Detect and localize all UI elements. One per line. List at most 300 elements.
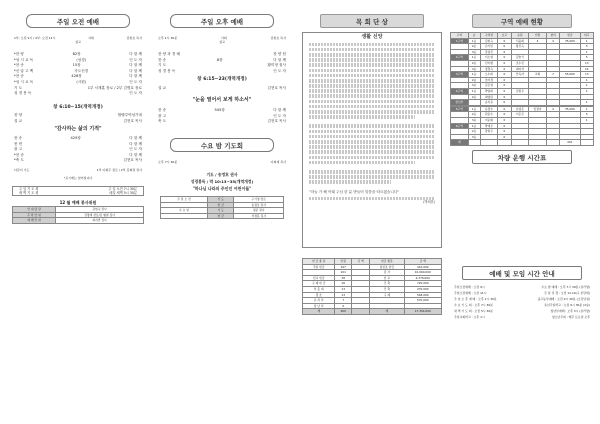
- wednesday-prayer: 기도 / 송정호 권사: [206, 172, 238, 177]
- meeting-time: 주 일 오전 7시 30분: [108, 187, 137, 191]
- table-cell: 6구역: [451, 123, 469, 129]
- table-cell: 0: [498, 38, 511, 44]
- prayer-meeting-box: [12, 186, 144, 196]
- meeting-time: 주 일 오 후 예 배 : 오후 1시 30분: [454, 297, 497, 301]
- table-cell: 3순: [468, 83, 480, 89]
- table-cell: [498, 140, 511, 146]
- meeting-time: 새 벽 기 도 회 : 오전 5시 30분: [454, 309, 493, 313]
- order-leader: 인 도 자: [129, 57, 142, 62]
- table-cell: 안 내 담 당: [13, 207, 56, 213]
- table-cell: 장 년 부: [303, 303, 335, 309]
- table-header: 비고: [580, 33, 593, 39]
- order-item: 찬 송: [158, 108, 167, 112]
- order-leader: 김현호 목사: [123, 118, 142, 123]
- table-cell: [480, 140, 498, 146]
- section-title-text: 수요 밤 기도회: [200, 141, 244, 150]
- order-leader: 다 함 께: [129, 68, 142, 73]
- order-item: 봉 헌: [14, 141, 23, 146]
- table-row: [303, 309, 442, 315]
- service-order-row: [152, 119, 292, 125]
- table-cell: 교회: [529, 72, 547, 78]
- section-title-zones: [472, 14, 572, 28]
- meeting-time: 중고등부예배 : 오전 9시 30분 (소강당실): [537, 297, 590, 301]
- table-header: 인원: [529, 33, 547, 39]
- order-item: *성 시 교 독: [14, 79, 34, 84]
- moderator-label: 사회: [220, 36, 227, 40]
- table-cell: 0: [498, 60, 511, 66]
- table-cell: 헌 금: [207, 202, 233, 208]
- table-cell: 구기영 장로: [234, 197, 284, 203]
- table-cell: 1: [580, 49, 593, 55]
- article-signature: (박희찬): [423, 200, 435, 205]
- table-cell: 조미경: [480, 77, 498, 83]
- table-cell: 김은영: [480, 83, 498, 89]
- order-of-service-3: [152, 108, 292, 125]
- section-title-morning: [26, 14, 130, 28]
- table-cell: 헌 금: [207, 213, 233, 219]
- table-header: 순: [468, 33, 480, 39]
- table-cell: 0: [498, 83, 511, 89]
- table-cell: 김현숙: [480, 38, 498, 44]
- table-cell: 1: [580, 83, 593, 89]
- table-cell: 선 교: [370, 275, 404, 281]
- column-morning-worship: [8, 0, 148, 424]
- table-cell: 1순: [468, 72, 480, 78]
- table-cell: 0: [498, 123, 511, 129]
- column-pastor-column: [302, 0, 442, 424]
- table-cell: 최지연 집사: [56, 218, 144, 224]
- table-cell: 197: [335, 264, 352, 270]
- order-of-service: [152, 52, 292, 74]
- table-cell: 0: [498, 112, 511, 118]
- table-cell: 십일조 헌금: [370, 264, 404, 270]
- order-item: 축 도: [158, 119, 167, 124]
- table-cell: 5구역: [451, 106, 469, 112]
- order-item: 찬 양: [14, 113, 23, 117]
- table-cell: 이은주: [511, 112, 529, 118]
- table-cell: 이소영: [480, 55, 498, 61]
- table-cell: 3구역: [451, 72, 469, 78]
- scripture-verse: 창 6:15~23(개역개정): [197, 77, 247, 82]
- meeting-time: 주일오전예배 : 오전 9시: [454, 285, 485, 289]
- order-item: 기 도: [14, 85, 23, 90]
- table-cell: 38: [335, 275, 352, 281]
- table-cell: 2순: [468, 129, 480, 135]
- table-cell: 0: [498, 77, 511, 83]
- table-cell: 1순: [468, 55, 480, 61]
- order-leader: 인 도 자: [129, 79, 142, 84]
- order-leader: 다 함 께: [129, 136, 142, 140]
- meeting-time: 주일교회학교 : 오후 1시: [454, 315, 485, 319]
- table-header: 헌 금 종 류: [303, 259, 335, 265]
- table-cell: 0: [498, 44, 511, 50]
- table-cell: 7: [335, 298, 352, 304]
- table-cell: 548,000: [404, 292, 441, 298]
- table-cell: 1순: [468, 123, 480, 129]
- meeting-time: 청소년주회 : 매주 토요일 오후: [551, 315, 590, 319]
- table-cell: [468, 140, 480, 146]
- table-cell: 2순: [468, 44, 480, 50]
- order-item: 설 교: [14, 118, 23, 123]
- table-header: 보고: [498, 33, 511, 39]
- table-cell: 0: [498, 134, 511, 140]
- table-cell: 2순: [468, 77, 480, 83]
- order-leader: 다 함 께: [129, 141, 142, 146]
- meeting-time: 유년주일학교 : 오전 9시 30분 (2층): [544, 303, 590, 307]
- table-cell: 김슬기: [511, 55, 529, 61]
- table-cell: 3순: [468, 66, 480, 72]
- table-header: 순원: [511, 33, 529, 39]
- order-item: *신 앙 고 백: [14, 68, 34, 73]
- table-cell: 이순화: [480, 117, 498, 123]
- shuttle-schedule: [452, 168, 592, 177]
- table-cell: 수 요 일: [161, 208, 208, 214]
- order-detail: 82장: [72, 52, 81, 56]
- order-item: 광 고: [158, 113, 167, 118]
- order-leader: 다 함 께: [129, 152, 142, 157]
- order-detail: 8장: [216, 57, 223, 62]
- column-afternoon-worship: [152, 0, 292, 424]
- table-cell: 1: [580, 106, 593, 112]
- table-cell: 5: [580, 112, 593, 118]
- section-title-meetings: [462, 266, 582, 280]
- table-cell: 1순: [468, 88, 480, 94]
- order-item: 성 경 봉 독: [14, 91, 32, 96]
- meeting-time: 청년부예배 : 오후 3시 (유리방): [550, 309, 590, 313]
- section-title-text: 구역 예배 현황: [500, 17, 544, 26]
- meeting-time: 주 일 성 경 : 오전 11:10(구 본당대): [544, 291, 590, 295]
- table-cell: 정준 권사: [234, 208, 284, 214]
- table-cell: 400: [335, 309, 352, 315]
- table-cell: 원용수: [480, 112, 498, 118]
- table-row: [451, 106, 594, 112]
- section-title-afternoon: [170, 14, 274, 28]
- table-cell: 4: [529, 38, 547, 44]
- table-cell: 유정수: [480, 106, 498, 112]
- meeting-time: 주일오전예배 : 오전 11시: [454, 291, 487, 295]
- section-title-pastor: [320, 14, 424, 28]
- table-cell: 주 일 오 전: [161, 197, 208, 203]
- closing-prayer-label: 다같이 기도: [14, 168, 30, 172]
- service-header: [152, 36, 292, 44]
- table-cell: 55,000: [560, 72, 580, 78]
- table-cell: 101: [335, 270, 352, 276]
- standing-note: *표시에는 일어섭니다: [63, 176, 93, 180]
- service-order-row: [8, 119, 148, 125]
- table-cell: 5: [580, 44, 593, 50]
- table-cell: 최미자: [511, 66, 529, 72]
- table-header: 구역장: [480, 33, 498, 39]
- order-leader: 인 도 자: [273, 68, 286, 73]
- preacher-name: 김현호 목사: [270, 36, 286, 40]
- table-cell: 2순: [468, 60, 480, 66]
- section-title-text: 주일 오후 예배: [200, 17, 244, 26]
- service-time: 오후 1시 30분: [158, 36, 178, 40]
- table-row: [451, 38, 594, 44]
- table-cell: 김명대 장로/김 형철 집사: [56, 212, 144, 218]
- order-detail: 545장: [214, 108, 225, 112]
- order-item: 찬 양 과 경 배: [158, 52, 180, 56]
- order-leader: 인 도 자: [129, 147, 142, 152]
- order-detail: (성경): [76, 57, 87, 62]
- table-header: 인원: [335, 259, 352, 265]
- table-cell: 410,000: [404, 264, 441, 270]
- section-title-wednesday: [170, 138, 274, 152]
- table-cell: [161, 213, 208, 219]
- table-cell: [351, 309, 369, 315]
- order-leader: 다 함 께: [273, 57, 286, 62]
- preacher-name: 김현호 목사: [126, 36, 142, 40]
- table-cell: 서윤희: [511, 38, 529, 44]
- table-cell: 부 흥 회: [303, 286, 335, 292]
- section-title-shuttle: [472, 150, 572, 164]
- order-leader: 김현호 목사: [267, 119, 286, 124]
- service-time: 1부: 오전 9시 / 2부: 오전 11시: [14, 36, 56, 40]
- table-cell: 0: [498, 100, 511, 106]
- table-cell: 0: [498, 66, 511, 72]
- table-cell: 13: [335, 286, 352, 292]
- service-header: [8, 36, 148, 44]
- table-cell: 강영진: [480, 49, 498, 55]
- table-cell: [580, 140, 593, 146]
- next-week-table: [160, 196, 284, 219]
- order-leader: 김현호 목사: [123, 158, 142, 163]
- order-detail: 429장: [70, 136, 81, 140]
- table-cell: 계: [370, 309, 404, 315]
- table-row: [161, 213, 284, 219]
- table-row: [451, 140, 594, 146]
- wednesday-sermon: "하나님 나라의 주인인 어린이들": [192, 186, 252, 191]
- table-cell: 신미향: [480, 60, 498, 66]
- preacher-name: 이희재 목사: [270, 160, 286, 164]
- wednesday-verse: 성경봉독 / 막 10:13~35(개역개정): [190, 179, 254, 184]
- table-cell: 김현우: [511, 88, 529, 94]
- scripture-verse: 창 6:10~15(개역개정): [53, 105, 103, 110]
- sermon-label: 설교: [219, 40, 225, 44]
- table-cell: 0: [498, 129, 511, 135]
- moderator-label: 사회: [88, 36, 94, 40]
- table-cell: 1순: [468, 106, 480, 112]
- table-cell: 송지유: [480, 100, 498, 106]
- table-cell: 1순: [468, 38, 480, 44]
- table-cell: 조수진: [511, 60, 529, 66]
- section-title-text: 주일 오전 예배: [56, 17, 100, 26]
- table-row: [451, 72, 594, 78]
- table-cell: 10,060,000: [404, 270, 441, 276]
- sermon-label: 설교: [75, 40, 81, 44]
- table-cell: 3순: [468, 134, 480, 140]
- table-cell: 16: [335, 281, 352, 287]
- table-cell: 유영은: [511, 106, 529, 112]
- order-item: *찬 송: [14, 74, 24, 79]
- table-header: 헌금 종류: [370, 259, 404, 265]
- table-cell: 정경숙: [480, 66, 498, 72]
- table-cell: 35,000: [560, 106, 580, 112]
- table-cell: 박영희: [480, 88, 498, 94]
- order-item: *찬 송: [14, 152, 24, 157]
- table-cell: 오수희: [480, 72, 498, 78]
- order-of-service: [8, 52, 148, 97]
- closing-prayer-names: 1부 이희주 장로 / 2부 김희정 권사: [96, 168, 142, 172]
- pastor-article: [302, 32, 442, 248]
- table-cell: 7: [546, 72, 559, 78]
- meeting-time: 수 요 기 도 회 : 오후 7시 30분: [454, 303, 493, 307]
- order-leader: 찬 양 팀: [273, 52, 286, 56]
- table-cell: 0: [498, 55, 511, 61]
- zone-table: [450, 32, 594, 146]
- table-cell: 0: [498, 94, 511, 100]
- service-order-row: [8, 91, 148, 97]
- order-leader: 다 함 께: [129, 74, 142, 79]
- meeting-name: 새 벽 기 도 회: [19, 191, 39, 195]
- service-time: 오후 7시 30분: [158, 160, 178, 164]
- table-cell: 건 축: [370, 281, 404, 287]
- order-item: *축 도: [14, 158, 24, 163]
- article-closing-quote: "하늘 가 해 아래 주님 한 분 받들어 말씀을 따르겠습니다": [309, 189, 399, 194]
- table-header: 금 액: [351, 259, 369, 265]
- table-cell: 1: [580, 88, 593, 94]
- table-cell: 14: [580, 66, 593, 72]
- table-cell: 3순: [468, 117, 480, 123]
- order-leader: 황미정 집사: [267, 63, 286, 68]
- order-leader: 다 함 께: [129, 63, 142, 68]
- table-cell: 주 차 안 내: [13, 212, 56, 218]
- table-cell: 0: [498, 49, 511, 55]
- order-of-service-2: [152, 86, 292, 92]
- table-cell: 0: [498, 88, 511, 94]
- table-cell: [546, 140, 559, 146]
- table-cell: 13: [580, 72, 593, 78]
- meeting-times: [452, 284, 592, 320]
- table-cell: 경 조: [303, 292, 335, 298]
- table-cell: 0: [498, 106, 511, 112]
- order-detail: (시편): [76, 79, 87, 84]
- table-cell: 주일 헌금: [303, 264, 335, 270]
- table-cell: 서정훈 집사: [234, 213, 284, 219]
- order-leader: 인 도 자: [273, 113, 286, 118]
- order-detail: 15장: [72, 63, 81, 68]
- offering-table: [302, 258, 442, 315]
- order-leader: 할렐루야성가대: [117, 113, 142, 117]
- article-title: 생활 신앙: [361, 34, 383, 40]
- table-cell: 기 도: [207, 208, 233, 214]
- table-row: [161, 197, 284, 203]
- table-cell: 2순: [468, 112, 480, 118]
- sermon-title: "감사하는 삶의 기적": [54, 126, 102, 132]
- table-cell: 선교 헌금: [303, 275, 335, 281]
- table-cell: 270,000: [404, 286, 441, 292]
- order-leader: 김현호 목사: [267, 86, 286, 90]
- table-cell: 기 도: [207, 197, 233, 203]
- order-of-service-2: [8, 113, 148, 124]
- table-cell: 1: [580, 77, 593, 83]
- table-cell: 송정호 권사: [234, 202, 284, 208]
- order-item: 찬 송: [158, 57, 167, 62]
- table-cell: 계: [303, 309, 335, 315]
- table-cell: 황진숙: [511, 44, 529, 50]
- table-cell: 박재우: [480, 123, 498, 129]
- table-cell: 1구역: [451, 38, 469, 44]
- table-cell: 장현주: [480, 129, 498, 135]
- order-item: *찬 송: [14, 63, 24, 68]
- table-cell: 1: [580, 38, 593, 44]
- table-cell: 4구역: [451, 88, 469, 94]
- order-leader: 인 도 자: [129, 91, 142, 96]
- section-title-text: 예배 및 모임 시간 안내: [489, 269, 555, 278]
- order-item: *찬 양: [14, 52, 24, 56]
- table-header: 구역: [451, 33, 469, 39]
- service-order-row: [8, 158, 148, 164]
- service-order-row: [152, 69, 292, 75]
- table-cell: 17,354,000: [404, 309, 441, 315]
- table-cell: 청년부: [451, 100, 469, 106]
- table-cell: [511, 140, 529, 146]
- table-cell: 감 사: [370, 270, 404, 276]
- table-cell: 1: [580, 100, 593, 106]
- table-cell: 4: [546, 38, 559, 44]
- table-cell: 건 축: [370, 286, 404, 292]
- table-cell: 임정자: [529, 106, 547, 112]
- meeting-time: 수요 밤 예배 : 오후 7시 30분 (유리방): [541, 285, 590, 289]
- table-cell: 3순: [468, 49, 480, 55]
- service-order-row: [152, 86, 292, 92]
- order-detail: 사도신경: [74, 68, 89, 73]
- order-leader: 다 함 께: [273, 108, 286, 112]
- order-item: 기 도: [158, 63, 167, 68]
- table-cell: 유 치 부: [303, 298, 335, 304]
- order-detail: 426장: [71, 74, 82, 79]
- volunteer-title: 12 월 예배 봉사위원: [59, 200, 97, 205]
- table-cell: 손가빈: [480, 44, 498, 50]
- meeting-time: 매일 새벽 5시 30분: [109, 191, 137, 195]
- table-cell: 201: [560, 140, 580, 146]
- table-header: 참석: [546, 33, 559, 39]
- table-cell: 13: [580, 60, 593, 66]
- volunteer-table: [12, 206, 144, 224]
- article-paragraph: [303, 43, 441, 184]
- table-cell: 계: [451, 140, 469, 146]
- table-cell: 5: [580, 55, 593, 61]
- order-item: 성 경 봉 독: [158, 68, 176, 73]
- table-cell: 안옥자: [511, 72, 529, 78]
- table-cell: 2,376,000: [404, 275, 441, 281]
- meeting-row: [452, 314, 592, 320]
- order-leader: 다 함 께: [129, 52, 142, 56]
- meeting-name: 주 일 기 도 회: [19, 187, 39, 191]
- sermon-title: "눈을 열어서 보게 하소서": [192, 97, 252, 103]
- order-item: 찬 송: [14, 136, 23, 140]
- table-header: 금 액: [404, 259, 441, 265]
- table-cell: 2순: [468, 94, 480, 100]
- order-leader: 1부 서재훈 장로 / 2부 김병호 장로: [87, 85, 142, 90]
- table-cell: 4: [546, 106, 559, 112]
- section-title-text: 차량 운행 시간표: [497, 153, 547, 162]
- table-cell: 720,000: [404, 281, 441, 287]
- table-cell: 2구역: [451, 55, 469, 61]
- table-cell: 최영란: [480, 94, 498, 100]
- table-cell: 김현숙 권사: [56, 207, 144, 213]
- table-cell: 570,000: [404, 298, 441, 304]
- table-cell: [529, 140, 547, 146]
- table-cell: 0: [335, 303, 352, 309]
- table-header: 헌금: [560, 33, 580, 39]
- section-title-text: 목 회 단 상: [356, 17, 388, 26]
- table-cell: 35,000: [560, 38, 580, 44]
- table-cell: 13: [335, 292, 352, 298]
- order-item: *성 시 교 독: [14, 57, 34, 62]
- table-cell: 구 제: [370, 292, 404, 298]
- table-cell: 구 제 헌 금: [303, 281, 335, 287]
